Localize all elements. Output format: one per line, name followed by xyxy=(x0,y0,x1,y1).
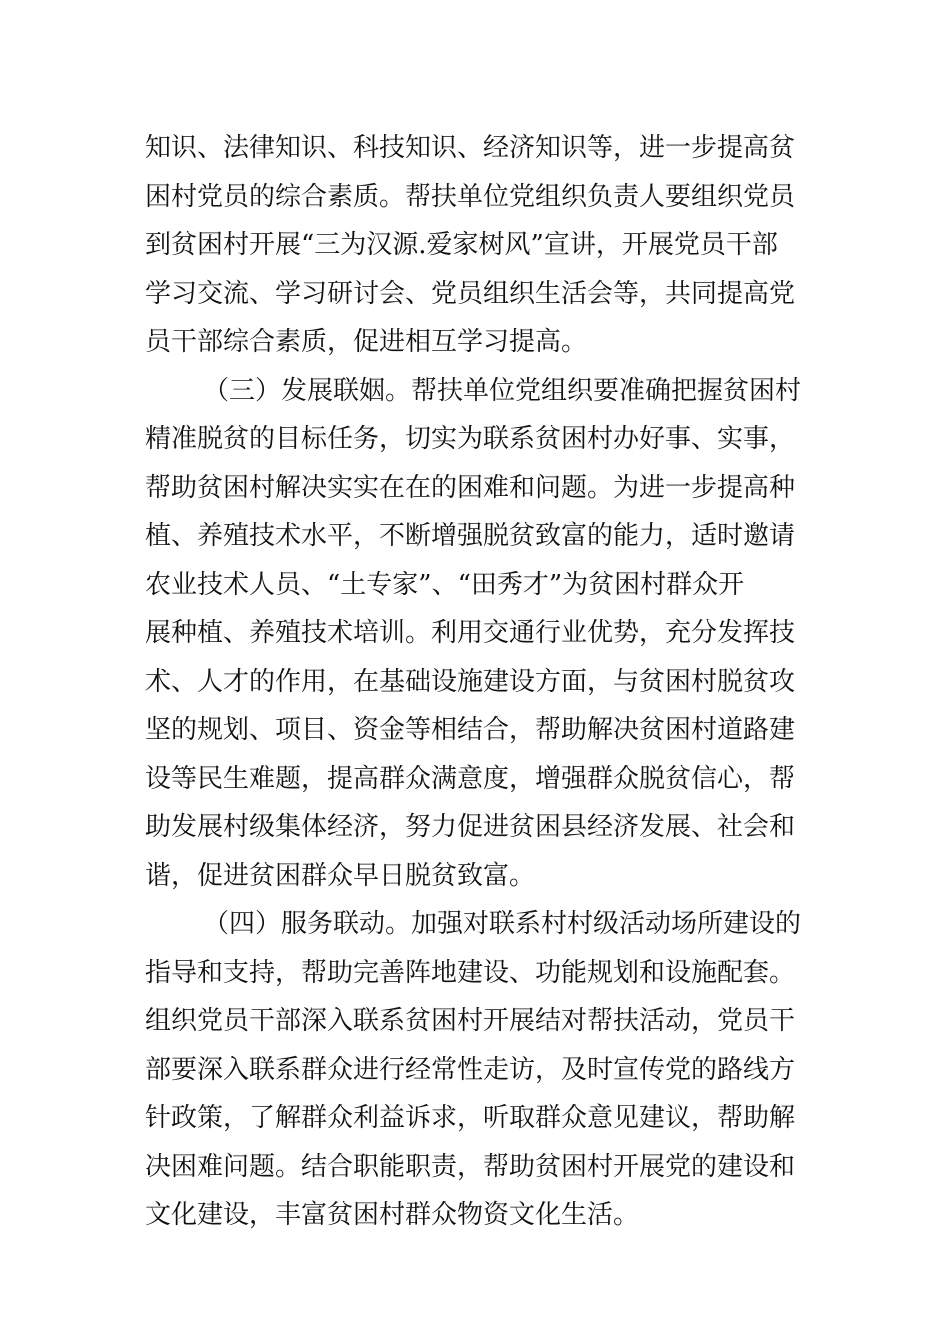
text-line: 展种植、养殖技术培训。利用交通行业优势，充分发挥技 xyxy=(145,618,796,648)
text-line: 部要深入联系群众进行经常性走访，及时宣传党的路线方 xyxy=(145,1054,796,1085)
text-line: 农业技术人员、“土专家”、“田秀才”为贫困村群众开 xyxy=(145,569,745,600)
text-line: 设等民生难题，提高群众满意度，增强群众脱贫信心，帮 xyxy=(145,763,796,794)
text-line: 坚的规划、项目、资金等相结合，帮助解决贫困村道路建 xyxy=(145,715,796,745)
text-line: 谐，促进贫困群众早日脱贫致富。 xyxy=(145,860,536,891)
text-line: 术、人才的作用，在基础设施建设方面，与贫困村脱贫攻 xyxy=(145,666,796,697)
text-line: 精准脱贫的目标任务，切实为联系贫困村办好事、实事， xyxy=(145,424,796,454)
text-line: 组织党员干部深入联系贫困村开展结对帮扶活动，党员干 xyxy=(145,1006,796,1036)
text-line: 针政策，了解群众利益诉求，听取群众意见建议，帮助解 xyxy=(145,1103,796,1133)
text-line: 植、养殖技术水平，不断增强脱贫致富的能力，适时邀请 xyxy=(145,521,796,551)
document-body xyxy=(145,124,805,1240)
text-line: 困村党员的综合素质。帮扶单位党组织负责人要组织党员 xyxy=(145,181,796,212)
text-line: 助发展村级集体经济，努力促进贫困县经济发展、社会和 xyxy=(145,812,796,842)
text-line: 帮助贫困村解决实实在在的困难和问题。为进一步提高种 xyxy=(145,472,796,503)
text-line: 指导和支持，帮助完善阵地建设、功能规划和设施配套。 xyxy=(145,957,796,988)
text-line: 知识、法律知识、科技知识、经济知识等，进一步提高贫 xyxy=(145,133,796,163)
text-line: （三）发展联姻。帮扶单位党组织要准确把握贫困村 xyxy=(203,375,802,406)
text-line: 文化建设，丰富贫困村群众物资文化生活。 xyxy=(145,1200,640,1230)
text-line: 决困难问题。结合职能职责，帮助贫困村开展党的建设和 xyxy=(145,1151,796,1182)
text-line: （四）服务联动。加强对联系村村级活动场所建设的 xyxy=(203,909,802,939)
text-line: 到贫困村开展“三为汉源.爱家树风”宣讲，开展党员干部 xyxy=(145,230,778,260)
text-line: 员干部综合素质，促进相互学习提高。 xyxy=(145,327,588,357)
text-line: 学习交流、学习研讨会、党员组织生活会等，共同提高党 xyxy=(145,278,796,309)
